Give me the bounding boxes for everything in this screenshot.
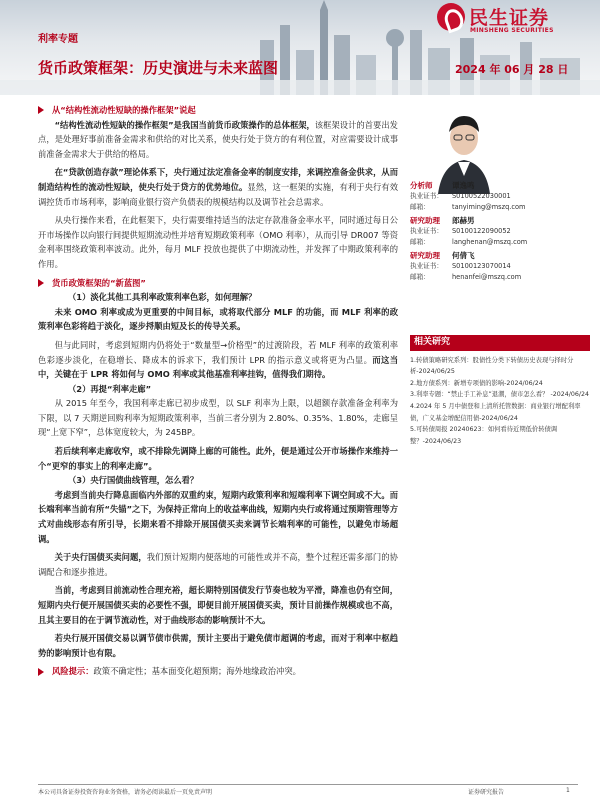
section-heading-framework: 从“结构性流动性短缺的操作框架”说起: [38, 103, 398, 118]
page-footer: [38, 787, 578, 796]
subsection-heading: （1）淡化其他工具利率政策利率色彩，如何理解？: [68, 292, 257, 303]
paragraph: 若央行展开国债交易以调节债市供需，预计主要出于避免债市超调的考虑，而对于利率中枢趋势的影响预计也有限。: [38, 633, 398, 658]
related-research-link[interactable]: 1.转债策略研究系列：股债性分类下转债历史表现与择时分析-2024/06/25: [410, 356, 574, 376]
analyst-list: [410, 180, 580, 285]
page-number: 1: [566, 787, 570, 794]
report-title: 货币政策框架：历史演进与未来蓝图: [38, 59, 279, 77]
main-content: [38, 103, 398, 679]
subsection-heading: （2）再提“利率走廊”: [68, 383, 152, 394]
triangle-bullet-icon: [38, 106, 44, 114]
analyst-email[interactable]: tanyiming@mszq.com: [452, 203, 526, 211]
header-banner: [0, 0, 600, 95]
report-category: 利率专题: [38, 34, 78, 45]
related-research-link[interactable]: 3.利率专题：“禁止手工补息”退潮，债市怎么看？ -2024/06/24: [410, 391, 590, 399]
related-research-link[interactable]: 4.2024 年 5 月中债登和上清所托管数据：商业银行增配利率债，广义基金增配信用债-2024/06/24: [410, 402, 581, 422]
logo-english-name: MINSHENG SECURITIES: [470, 27, 554, 34]
related-research-title: 相关研究: [410, 335, 590, 351]
disclaimer-note: 本公司具备证券投资咨询业务资格，请务必阅读最后一页免责声明: [38, 789, 213, 796]
paragraph: 从央行操作来看，在此框架下，央行需要维持适当的法定存款准备金率水平，同时通过每日公开市场操作以向银行间提供短期流动性并培育短期政策利率（OMO 利率），从而引导 DR007 等资金利率围绕政策利率波动。此外，每月 MLF 投放也提供了中期流动性，并发挥了中期政策利率的作用。: [38, 215, 398, 269]
related-research-link[interactable]: 5.可转债周报 20240623：如何看待近期低价转债调整？-2024/06/23: [410, 426, 558, 445]
paragraph: 关于央行国债买卖问题，我们预计短期内便落地的可能性或并不高，整个过程还需多部门的协调配合和逐步推进。: [38, 552, 398, 577]
paragraph: 考虑到当前央行降息面临内外部的双重约束，短期内政策利率和短端利率下调空间或不大。而长端利率当前有所“失锚”之下，为保持正常向上的收益率曲线，短期内央行或将通过预期管理等方式对曲线形态有所引导，长期来看不排除开展国债买卖来调节长端利率的可能性，以避免市场超调。: [38, 489, 398, 544]
paragraph: 在“贷款创造存款”理论体系下，央行通过法定准备金率的制度安排，来调控准备金供求，从而制造结构性的流动性短缺，使央行处于贷方的优势地位。显然，这一框架的实施，有利于央行有效调控货币市场利率，影响商业银行资产负债表的规模结构以及调节社会总需求。: [38, 167, 398, 207]
analyst-email[interactable]: langhenan@mszq.com: [452, 238, 528, 246]
brand-logo: [437, 3, 587, 35]
section-heading-new-blueprint: 货币政策框架的“新蓝图”: [38, 276, 398, 291]
triangle-bullet-icon: [38, 668, 44, 676]
footer-report-type: 证券研究报告: [468, 789, 505, 796]
paragraph: 若后续利率走廊收窄，或不排除先调降上廊的可能性。此外，便是通过公开市场操作来维持一个“更窄的事实上的利率走廊”。: [38, 446, 398, 471]
paragraph: “结构性流动性短缺的操作框架”是我国当前货币政策操作的总体框架，该框架设计的首要出发点，是处理好事前准备金需求和供给的对比关系，使央行处于贷方的有利位置，对应需要设计成事前准备金需求大于供给的格局。: [38, 119, 398, 159]
risk-warning-text: 政策不确定性；基本面变化超预期；海外地缘政治冲突。: [93, 666, 301, 677]
paragraph: 但与此同时，考虑到短期内仍将处于“数量型→价格型”的过渡阶段，若 MLF 利率的政策利率色彩逐步淡化，在稳增长、降成本的诉求下，我们预计 LPR 的指示意义或将更为凸显。而这当中，关键在于 LPR 将如何与 OMO 利率或其他基准利率挂钩，值得我们期待。: [38, 339, 398, 380]
paragraph: 从 2015 年至今，我国利率走廊已初步成型，以 SLF 利率为上限，以超额存款准备金利率为下限，以 7 天期逆回购利率为短期政策利率，当前三者分别为 2.80%、0.35%、1.80%，走廊呈现“上宽下窄”，总体宽度较大，为 245BP。: [38, 398, 398, 438]
logo-chinese-name: 民生证券: [469, 7, 550, 29]
brand-logo-icon: [437, 3, 465, 31]
risk-warning: 风险提示： 政策不确定性；基本面变化超预期；海外地缘政治冲突。: [38, 664, 398, 679]
triangle-bullet-icon: [38, 279, 44, 287]
footer-divider: [38, 784, 578, 785]
paragraph: 未来 OMO 利率或成为更重要的中间目标，或将取代部分 MLF 的功能，而 MLF 利率的政策利率色彩将趋于淡化，逐步捋顺由短及长的传导关系。: [38, 306, 398, 332]
analyst-email[interactable]: henanfei@mszq.com: [452, 273, 522, 281]
analyst-card: 研究助理 何倩飞 执业证书： S0100123070014 邮箱： henanfei@mszq.com: [410, 251, 522, 281]
analyst-card: 研究助理 郎赫男 执业证书： S0100122090052 邮箱： langhenan@mszq.com: [410, 216, 528, 246]
related-research-link[interactable]: 2.地方债系列：新增专项债的影响-2024/06/24: [410, 379, 543, 387]
subsection-heading: （3）央行国债曲线管理，怎么看？: [68, 475, 199, 486]
analyst-card: 分析师 谭逸鸣 执业证书： S0100522030001 邮箱： tanyiming@mszq.com: [410, 181, 526, 211]
related-research: [410, 335, 590, 447]
report-date: 2024 年 06 月 28 日: [455, 63, 569, 76]
paragraph: 当前，考虑到目前流动性合理充裕，超长期特别国债发行节奏也较为平滑，降准也仍有空间，短期内央行便开展国债买卖的必要性不强，即便目前开展国债买卖，预计目前操作规模或也不高，且其主要目的在于调节流动性，对于曲线形态的影响预计不大。: [38, 585, 398, 625]
